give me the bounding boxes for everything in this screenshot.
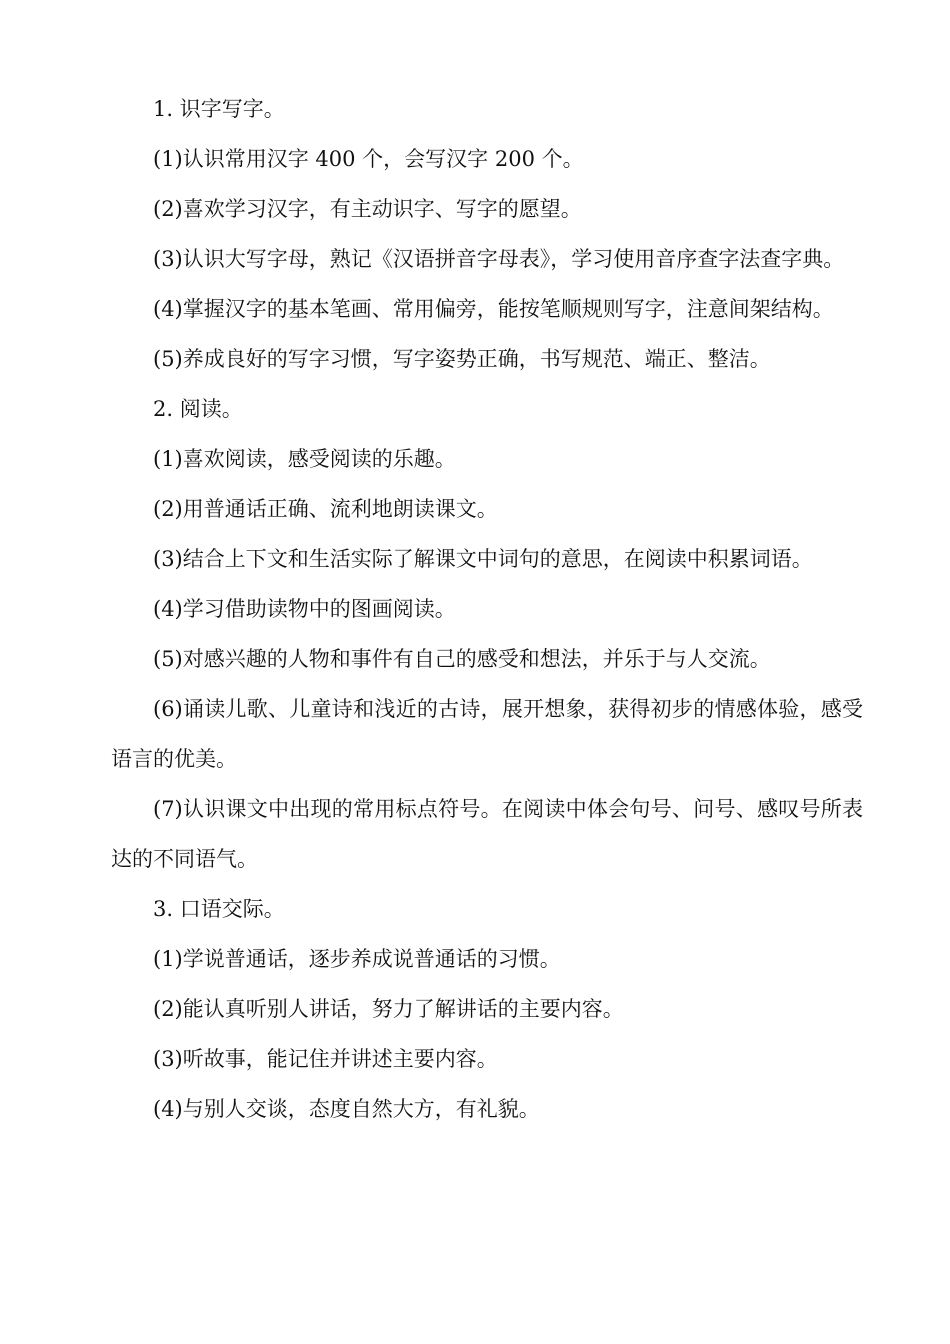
list-item: (3)听故事，能记住并讲述主要内容。 [153, 1047, 498, 1071]
list-item: (7)认识课文中出现的常用标点符号。在阅读中体会句号、问号、感叹号所表达的不同语气。 [111, 797, 863, 871]
list-item: (2)用普通话正确、流利地朗读课文。 [153, 497, 498, 521]
document-body [111, 84, 863, 1134]
list-item: (4)掌握汉字的基本笔画、常用偏旁，能按笔顺规则写字，注意间架结构。 [153, 297, 834, 321]
section-heading-oral-communication: 3. 口语交际。 [153, 897, 285, 921]
list-item: (6)诵读儿歌、儿童诗和浅近的古诗，展开想象，获得初步的情感体验，感受语言的优美。 [111, 697, 863, 771]
list-item: (3)结合上下文和生活实际了解课文中词句的意思，在阅读中积累词语。 [153, 547, 813, 571]
list-item: (2)喜欢学习汉字，有主动识字、写字的愿望。 [153, 197, 582, 221]
list-item: (1)喜欢阅读，感受阅读的乐趣。 [153, 447, 456, 471]
list-item: (1)学说普通话，逐步养成说普通话的习惯。 [153, 947, 561, 971]
list-item: (5)对感兴趣的人物和事件有自己的感受和想法，并乐于与人交流。 [153, 647, 771, 671]
list-item: (3)认识大写字母，熟记《汉语拼音字母表》，学习使用音序查字法查字典。 [153, 247, 845, 271]
section-heading-literacy: 1. 识字写字。 [153, 97, 285, 121]
list-item: (4)学习借助读物中的图画阅读。 [153, 597, 456, 621]
list-item: (1)认识常用汉字 400 个，会写汉字 200 个。 [153, 147, 584, 171]
list-item: (4)与别人交谈，态度自然大方，有礼貌。 [153, 1097, 540, 1121]
list-item: (5)养成良好的写字习惯，写字姿势正确，书写规范、端正、整洁。 [153, 347, 771, 371]
section-heading-reading: 2. 阅读。 [153, 397, 243, 421]
list-item: (2)能认真听别人讲话，努力了解讲话的主要内容。 [153, 997, 624, 1021]
